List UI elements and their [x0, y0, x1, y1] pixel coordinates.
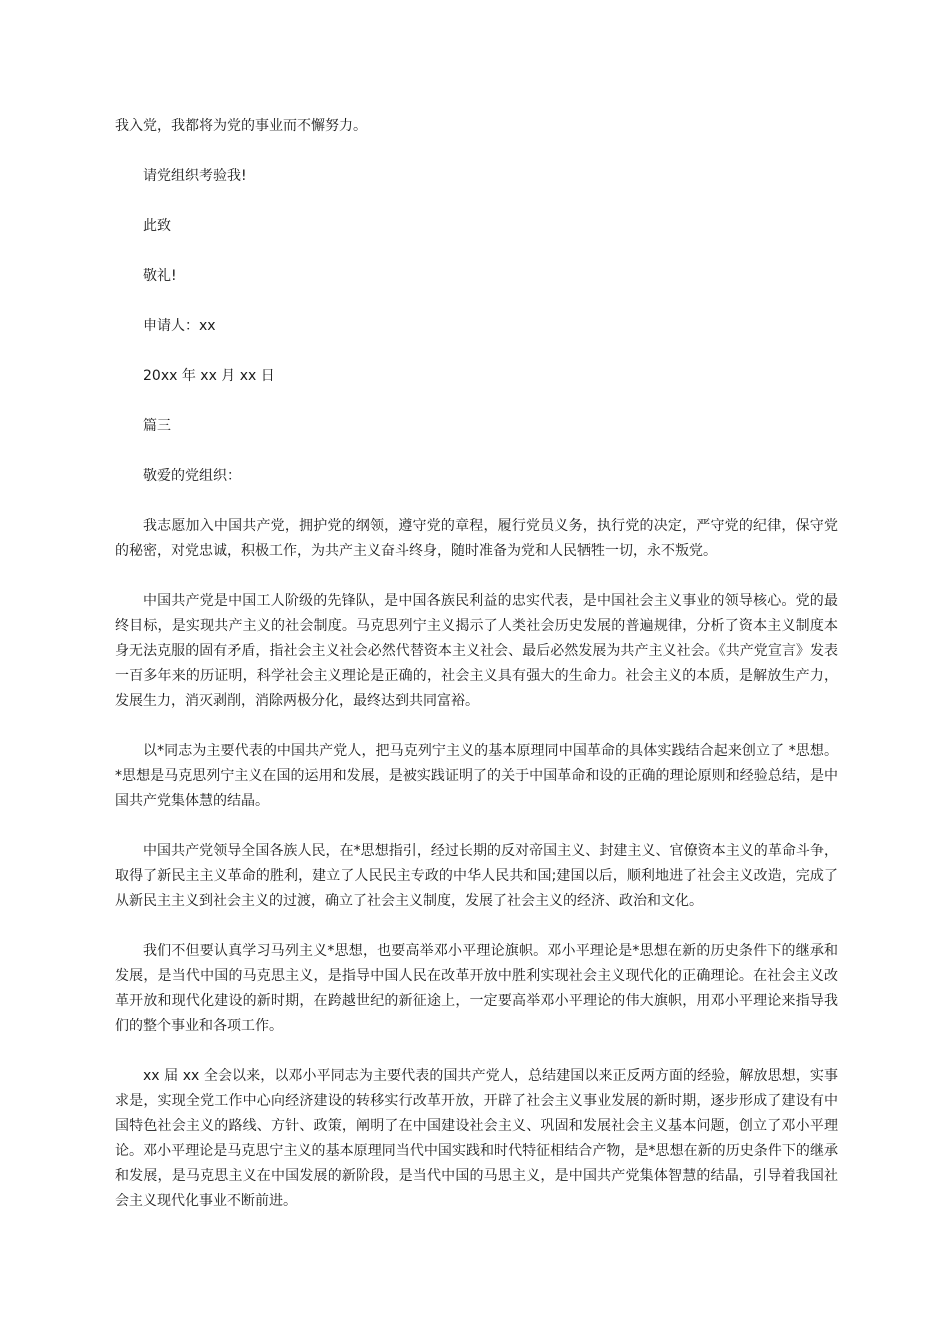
- body-paragraph: 我志愿加入中国共产党，拥护党的纲领，遵守党的章程，履行党员义务，执行党的决定，严守党的纪律，保守党的秘密，对党忠诚，积极工作，为共产主义奋斗终身，随时准备为党和人民牺牲一切，永不叛党。: [115, 518, 838, 559]
- document-page: [115, 114, 838, 1214]
- closing-greeting-line: 此致: [143, 218, 171, 234]
- body-paragraph: 中国共产党是中国工人阶级的先锋队，是中国各族民利益的忠实代表，是中国社会主义事业的领导核心。党的最终目标，是实现共产主义的社会制度。马克思列宁主义揭示了人类社会历史发展的普遍规律，分析了资本主义制度本身无法克服的固有矛盾，指社会主义社会必然代替资本主义社会、最后必然发展为共产主义社会。《共产党宣言》发表一百多年来的历证明，科学社会主义理论是正确的，社会主义具有强大的生命力。社会主义的本质，是解放生产力，发展生力，消灭剥削，消除两极分化，最终达到共同富裕。: [115, 593, 838, 709]
- body-paragraph: 中国共产党领导全国各族人民，在*思想指引，经过长期的反对帝国主义、封建主义、官僚资本主义的革命斗争，取得了新民主主义革命的胜利，建立了人民民主专政的中华人民共和国;建国以后，顺利地进了社会主义改造，完成了从新民主主义到社会主义的过渡，确立了社会主义制度，发展了社会主义的经济、政治和文化。: [115, 843, 838, 909]
- continuation-line: 我入党，我都将为党的事业而不懈努力。: [115, 118, 367, 134]
- section-title: 篇三: [143, 418, 171, 434]
- closing-salute-line: 敬礼!: [143, 268, 177, 284]
- body-paragraph: 以*同志为主要代表的中国共产党人，把马克列宁主义的基本原理同中国革命的具体实践结合起来创立了 *思想。*思想是马克思列宁主义在国的运用和发展，是被实践证明了的关于中国革命和设的正确的理论原则和经验总结，是中国共产党集体慧的结晶。: [115, 743, 838, 809]
- date-line: 20xx 年 xx 月 xx 日: [143, 368, 275, 384]
- applicant-line: 申请人：xx: [143, 318, 216, 334]
- body-paragraph: xx 届 xx 全会以来，以邓小平同志为主要代表的国共产党人，总结建国以来正反两方面的经验，解放思想，实事求是，实现全党工作中心向经济建设的转移实行改革开放，开辟了社会主义事业发展的新时期，逐步形成了建设有中国特色社会主义的路线、方针、政策，阐明了在中国建设社会主义、巩固和发展社会主义基本问题，创立了邓小平理论。邓小平理论是马克思宁主义的基本原理同当代中国实践和时代特征相结合产物，是*思想在新的历史条件下的继承和发展，是马克思主义在中国发展的新阶段，是当代中国的马思主义，是中国共产党集体智慧的结晶，引导着我国社会主义现代化事业不断前进。: [115, 1068, 838, 1209]
- closing-request-line: 请党组织考验我!: [143, 168, 247, 184]
- body-paragraph: 我们不但要认真学习马列主义*思想，也要高举邓小平理论旗帜。邓小平理论是*思想在新的历史条件下的继承和发展，是当代中国的马克思主义，是指导中国人民在改革开放中胜利实现社会主义现代化的正确理论。在社会主义改革开放和现代化建设的新时期，在跨越世纪的新征途上，一定要高举邓小平理论的伟大旗帜，用邓小平理论来指导我们的整个事业和各项工作。: [115, 943, 838, 1034]
- salutation: 敬爱的党组织：: [143, 468, 241, 484]
